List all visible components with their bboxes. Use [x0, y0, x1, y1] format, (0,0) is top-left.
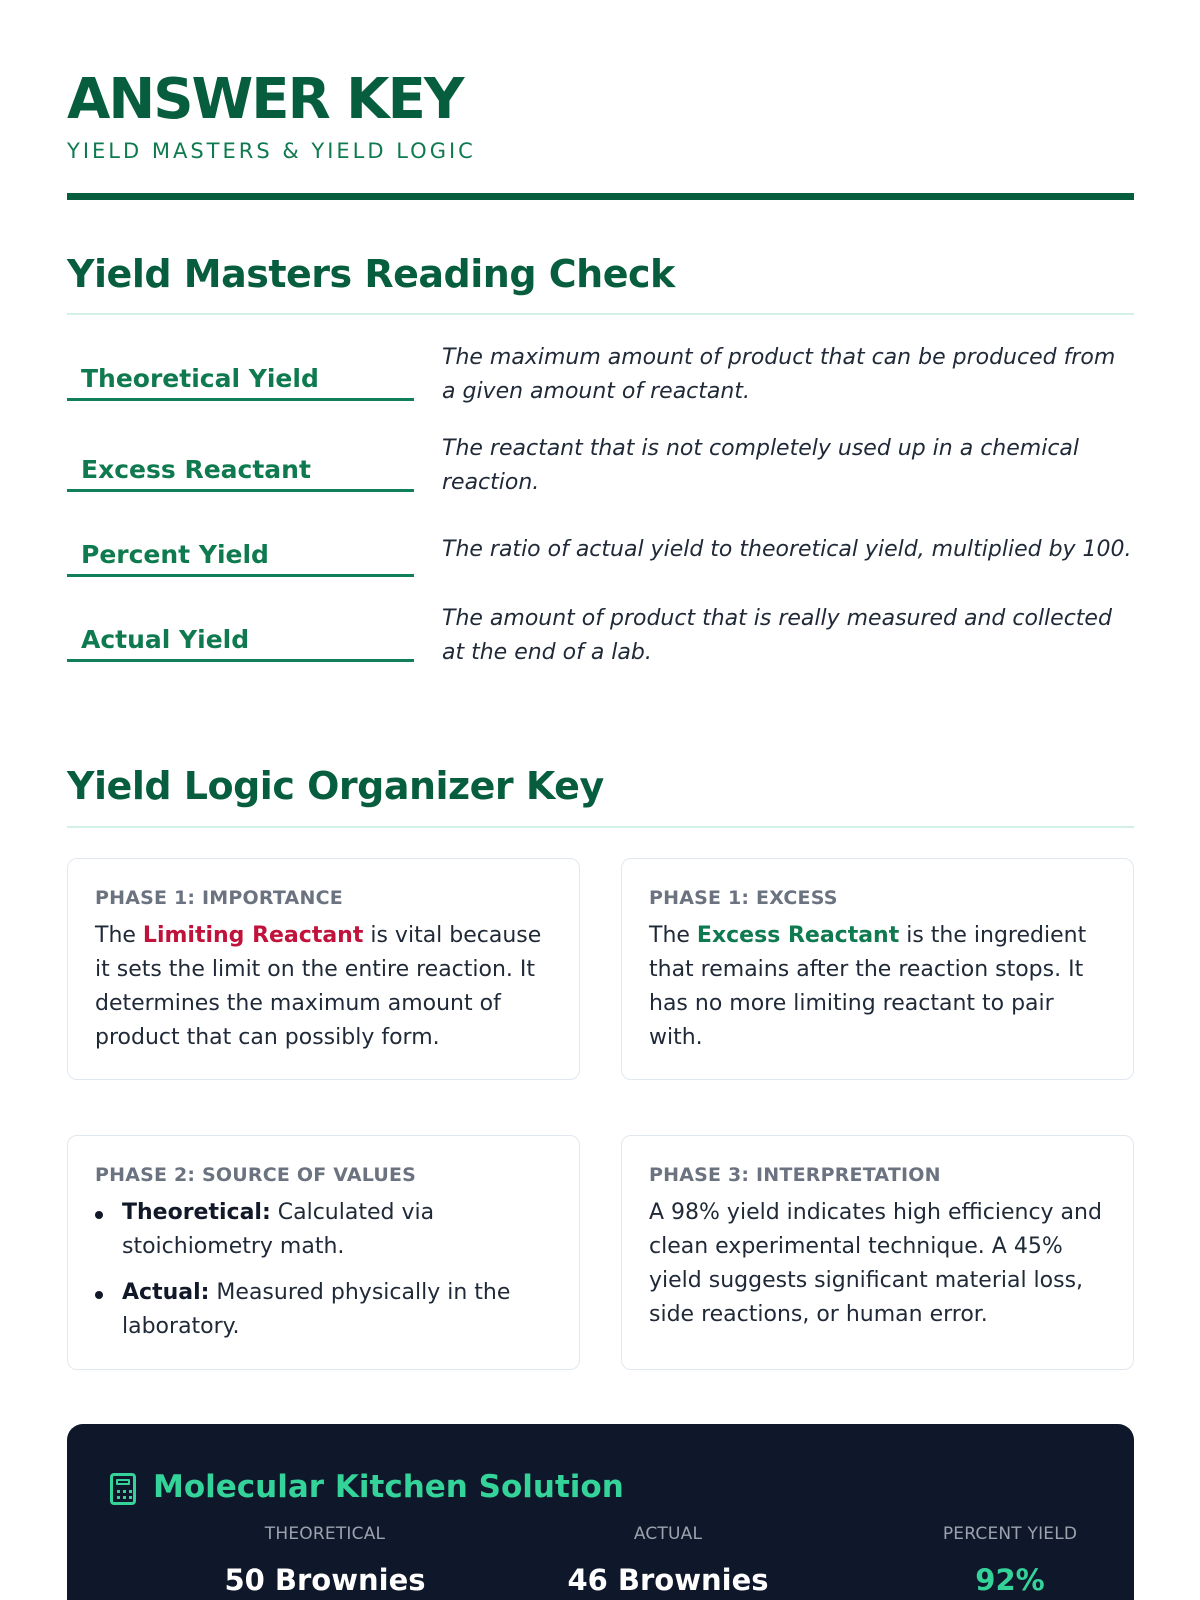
term-answer-blank [67, 340, 414, 401]
term-answer-blank [67, 601, 414, 662]
metric-actual [543, 1523, 793, 1597]
phase-card-excess [621, 858, 1134, 1080]
reading-check-heading: Yield Masters Reading Check [67, 252, 675, 296]
card-text: The Limiting Reactant is vital because it sets the limit on the entire reaction. It determines the maximum amount of product that can possibly form. [95, 923, 542, 1050]
metric-percent-yield [885, 1523, 1135, 1597]
phase-card-interpretation [621, 1135, 1134, 1370]
solution-title: Molecular Kitchen Solution [153, 1469, 624, 1505]
term-answer: Actual Yield [81, 625, 250, 654]
term-answer-blank [67, 531, 414, 577]
list-item: Actual: Measured physically in the laboratory. [95, 1276, 552, 1344]
card-label: PHASE 2: SOURCE OF VALUES [95, 1164, 417, 1186]
card-text: The Excess Reactant is the ingredient that remains after the reaction stops. It has no more limiting reactant to pair with. [649, 923, 1087, 1050]
term-row [67, 601, 1134, 665]
page-subtitle: YIELD MASTERS & YIELD LOGIC [67, 139, 476, 163]
molecular-kitchen-solution-panel [67, 1424, 1134, 1600]
metric-value: 92% [975, 1563, 1045, 1597]
metric-label: ACTUAL [633, 1524, 703, 1544]
organizer-heading: Yield Logic Organizer Key [67, 764, 604, 808]
phase-card-source-of-values [67, 1135, 580, 1370]
phase-card-importance [67, 858, 580, 1080]
calculator-icon [110, 1473, 136, 1505]
term-answer-blank [67, 431, 414, 492]
term-definition: The amount of product that is really measured and collected at the end of a lab. [442, 606, 1112, 665]
values-list [95, 1196, 552, 1344]
term-definition: The reactant that is not completely used up in a chemical reaction. [442, 436, 1080, 495]
metric-value: 50 Brownies [224, 1563, 426, 1597]
metric-theoretical [200, 1523, 450, 1597]
term-definition: The ratio of actual yield to theoretical yield, multiplied by 100. [442, 537, 1132, 562]
term-definition: The maximum amount of product that can be produced from a given amount of reactant. [442, 345, 1116, 404]
metric-value: 46 Brownies [567, 1563, 769, 1597]
list-item: Theoretical: Calculated via stoichiometry math. [95, 1196, 552, 1264]
term-answer: Percent Yield [81, 540, 269, 569]
organizer-divider [67, 826, 1134, 828]
limiting-reactant-highlight: Limiting Reactant [142, 923, 364, 948]
term-row [67, 531, 1134, 577]
title-divider [67, 193, 1134, 200]
term-answer: Theoretical Yield [81, 364, 319, 393]
card-label: PHASE 1: IMPORTANCE [95, 887, 343, 909]
term-row [67, 340, 1134, 404]
term-row [67, 431, 1134, 495]
excess-reactant-highlight: Excess Reactant [696, 923, 900, 948]
card-text: A 98% yield indicates high efficiency and clean experimental technique. A 45% yield suggests significant material loss, side reactions, or human error. [649, 1200, 1102, 1327]
card-label: PHASE 1: EXCESS [649, 887, 838, 909]
metric-label: PERCENT YIELD [942, 1524, 1078, 1544]
card-label: PHASE 3: INTERPRETATION [649, 1164, 941, 1186]
reading-check-divider [67, 313, 1134, 315]
term-answer: Excess Reactant [81, 455, 311, 484]
metric-label: THEORETICAL [264, 1524, 386, 1544]
page-title: ANSWER KEY [67, 67, 463, 132]
